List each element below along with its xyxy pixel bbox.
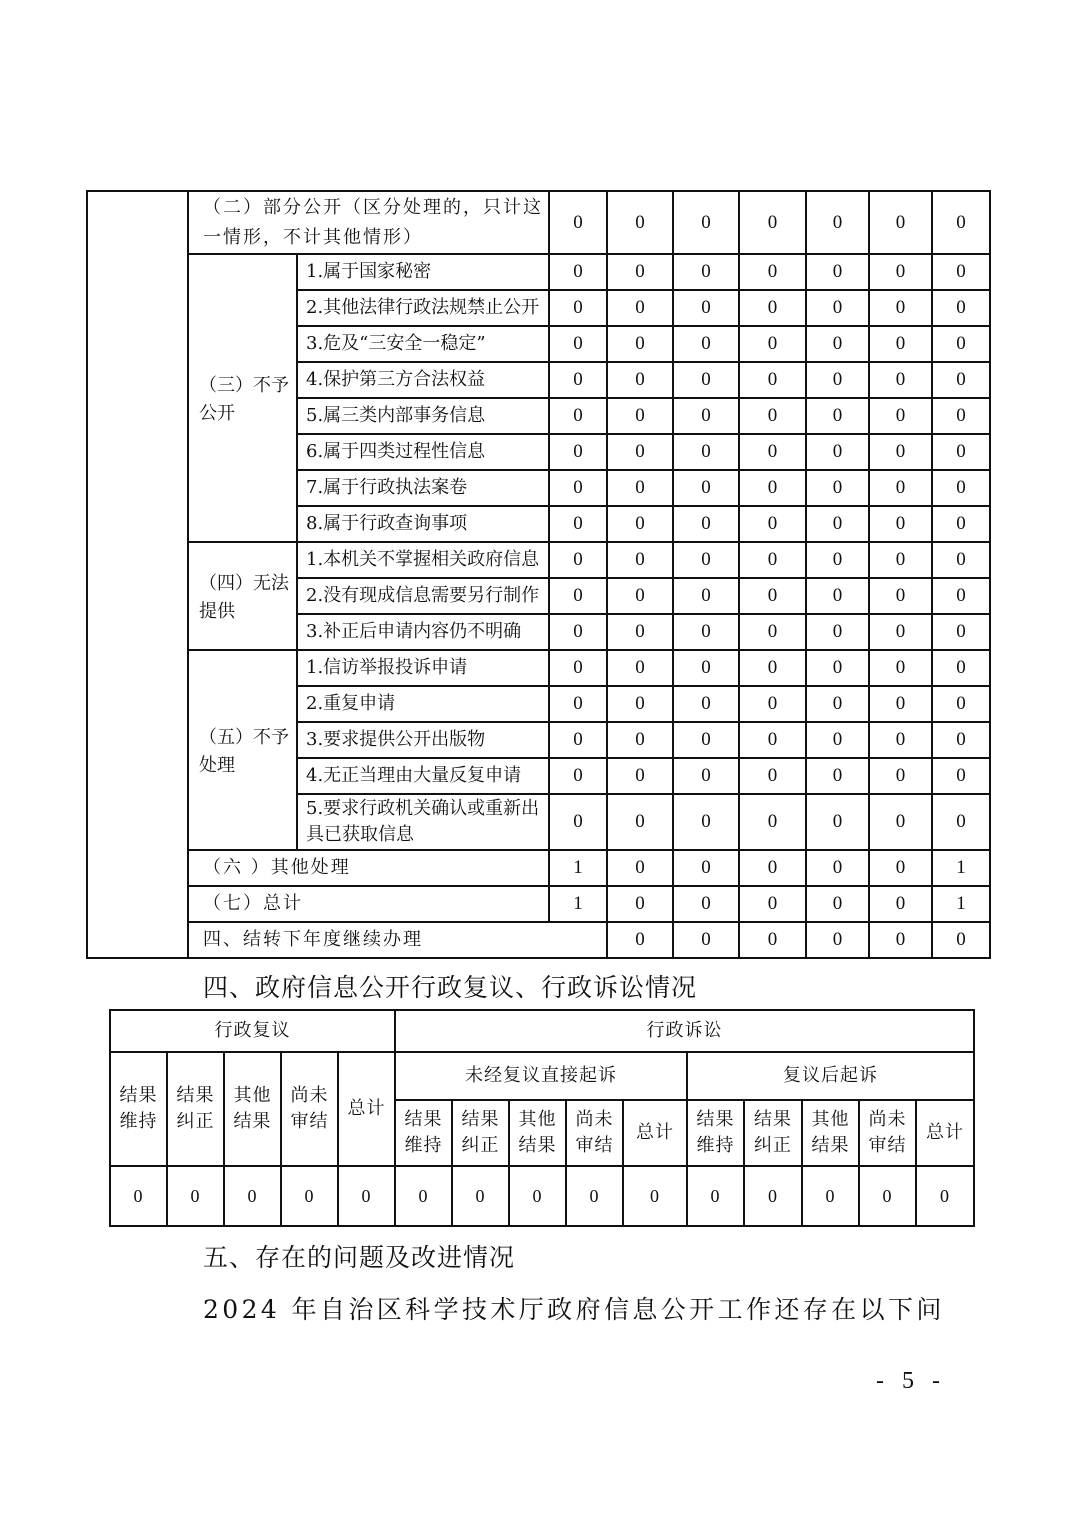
value-cell: 0 [869,506,932,542]
value-cell: 1 [549,850,607,886]
value-cell: 0 [932,362,990,398]
value-cell: 0 [673,650,739,686]
value-cell: 0 [932,326,990,362]
value-cell: 0 [806,686,869,722]
value-cell: 0 [673,850,739,886]
value-cell: 0 [932,758,990,794]
value-cell: 0 [673,191,739,254]
value-cell: 0 [739,850,806,886]
value-cell: 0 [549,794,607,850]
value-cell: 0 [869,326,932,362]
value-cell: 0 [739,578,806,614]
value-cell: 0 [932,686,990,722]
review-litigation-table [109,1009,975,1227]
value-cell: 0 [673,886,739,922]
section4-heading: 四、政府信息公开行政复议、行政诉讼情况 [203,973,698,1002]
value-cell: 0 [673,614,739,650]
value-cell: 0 [607,578,673,614]
value-cell: 0 [607,886,673,922]
value-cell: 0 [806,362,869,398]
value-cell: 0 [549,542,607,578]
value-cell: 0 [549,434,607,470]
item-label: 4.保护第三方合法权益 [297,362,549,398]
direct-value: 0 [566,1166,623,1226]
value-cell: 0 [673,398,739,434]
value-cell: 0 [869,850,932,886]
value-cell: 0 [607,254,673,290]
value-cell: 0 [869,758,932,794]
review-value: 0 [281,1166,338,1226]
value-cell: 0 [932,254,990,290]
value-cell: 0 [932,922,990,958]
value-cell: 0 [607,506,673,542]
item-label: 1.本机关不掌握相关政府信息 [297,542,549,578]
value-cell: 0 [673,362,739,398]
value-cell: 0 [806,506,869,542]
item-label: 2.重复申请 [297,686,549,722]
value-cell: 0 [806,254,869,290]
value-cell: 0 [673,722,739,758]
value-cell: 0 [739,794,806,850]
value-cell: 0 [607,434,673,470]
value-cell: 0 [869,191,932,254]
value-cell: 0 [739,542,806,578]
item-label: 3.要求提供公开出版物 [297,722,549,758]
direct-value: 0 [395,1166,452,1226]
value-cell: 0 [739,758,806,794]
direct-header: 未经复议直接起诉 [395,1052,687,1100]
value-cell: 0 [549,254,607,290]
value-cell: 0 [932,398,990,434]
value-cell: 0 [607,290,673,326]
value-cell: 1 [549,886,607,922]
value-cell: 0 [806,434,869,470]
value-cell: 0 [739,254,806,290]
value-cell: 0 [739,398,806,434]
value-cell: 0 [806,758,869,794]
value-cell: 0 [549,470,607,506]
direct-value: 0 [452,1166,509,1226]
value-cell: 0 [607,191,673,254]
value-cell: 0 [806,722,869,758]
value-cell: 0 [869,290,932,326]
review-value: 0 [224,1166,281,1226]
value-cell: 0 [806,578,869,614]
cannot-provide-label: （四）无法提供 [188,542,297,650]
after-review-value: 0 [859,1166,916,1226]
value-cell: 0 [739,326,806,362]
review-col-3: 尚未审结 [281,1052,338,1166]
review-col-0: 结果维持 [110,1052,167,1166]
value-cell: 0 [932,614,990,650]
value-cell: 0 [607,850,673,886]
value-cell: 0 [607,398,673,434]
table-row [87,886,990,922]
value-cell: 0 [549,758,607,794]
item-label: 8.属于行政查询事项 [297,506,549,542]
section5-heading: 五、存在的问题及改进情况 [203,1243,516,1272]
value-cell: 0 [806,794,869,850]
partial-open-label: （二）部分公开（区分处理的，只计这一情形，不计其他情形） [188,191,549,254]
after-col-1: 结果纠正 [744,1100,802,1166]
value-cell: 0 [869,434,932,470]
value-cell: 0 [739,506,806,542]
value-cell: 0 [806,542,869,578]
application-handling-table [86,190,991,959]
table-row [87,922,990,958]
value-cell: 0 [806,850,869,886]
value-cell: 0 [739,614,806,650]
table-row [87,650,990,686]
value-cell: 0 [549,191,607,254]
value-cell: 0 [739,191,806,254]
item-label: 2.没有现成信息需要另行制作 [297,578,549,614]
value-cell: 0 [806,290,869,326]
table-row [87,542,990,578]
value-cell: 0 [806,614,869,650]
total-label: （七）总计 [188,886,549,922]
item-label: 7.属于行政执法案卷 [297,470,549,506]
value-cell: 0 [869,650,932,686]
item-label: 3.补正后申请内容仍不明确 [297,614,549,650]
item-label: 4.无正当理由大量反复申请 [297,758,549,794]
value-cell: 0 [607,758,673,794]
value-cell: 0 [806,326,869,362]
after-review-value: 0 [916,1166,974,1226]
value-cell: 0 [549,290,607,326]
review-col-4: 总计 [338,1052,395,1166]
value-cell: 0 [932,542,990,578]
value-cell: 0 [869,362,932,398]
value-cell: 0 [673,434,739,470]
value-cell: 0 [549,614,607,650]
value-cell: 0 [549,578,607,614]
value-cell: 1 [932,850,990,886]
value-cell: 0 [806,191,869,254]
value-cell: 0 [869,686,932,722]
direct-col-4: 总计 [623,1100,687,1166]
value-cell: 0 [932,794,990,850]
after-col-4: 总计 [916,1100,974,1166]
value-cell: 0 [806,470,869,506]
after-review-value: 0 [802,1166,859,1226]
item-label: 1.属于国家秘密 [297,254,549,290]
value-cell: 0 [869,614,932,650]
value-cell: 0 [607,722,673,758]
value-cell: 0 [932,290,990,326]
value-cell: 0 [673,922,739,958]
value-cell: 0 [673,506,739,542]
value-cell: 0 [739,886,806,922]
value-cell: 0 [932,470,990,506]
value-cell: 0 [549,650,607,686]
item-label: 2.其他法律行政法规禁止公开 [297,290,549,326]
after-col-2: 其他结果 [802,1100,859,1166]
value-cell: 0 [607,326,673,362]
table-row [87,191,990,254]
table-row [87,254,990,290]
value-cell: 0 [607,614,673,650]
review-value: 0 [167,1166,224,1226]
not-open-label: （三）不予公开 [188,254,297,542]
value-cell: 0 [673,254,739,290]
item-label: 6.属于四类过程性信息 [297,434,549,470]
value-cell: 0 [673,326,739,362]
value-cell: 0 [739,650,806,686]
value-cell: 0 [607,686,673,722]
value-cell: 0 [869,470,932,506]
value-cell: 0 [673,290,739,326]
item-label: 3.危及“三安全一稳定” [297,326,549,362]
after-review-value: 0 [744,1166,802,1226]
direct-value: 0 [623,1166,687,1226]
value-cell: 0 [932,191,990,254]
value-cell: 0 [739,470,806,506]
value-cell: 0 [806,398,869,434]
value-cell: 0 [673,758,739,794]
review-value: 0 [338,1166,395,1226]
value-cell: 0 [673,686,739,722]
value-cell: 0 [739,922,806,958]
other-processing-label: （六 ）其他处理 [188,850,549,886]
litigation-header: 行政诉讼 [395,1010,974,1052]
value-cell: 0 [932,578,990,614]
value-cell: 0 [739,722,806,758]
table-row [87,850,990,886]
page-number: - 5 - [876,1368,946,1394]
value-cell: 0 [673,794,739,850]
direct-value: 0 [509,1166,566,1226]
value-cell: 0 [739,362,806,398]
value-cell: 0 [673,470,739,506]
value-cell: 0 [932,650,990,686]
review-header: 行政复议 [110,1010,395,1052]
value-cell: 0 [806,922,869,958]
after-col-0: 结果维持 [687,1100,744,1166]
item-label: 5.属三类内部事务信息 [297,398,549,434]
value-cell: 0 [739,290,806,326]
value-cell: 0 [673,542,739,578]
value-cell: 0 [739,686,806,722]
value-cell: 0 [869,578,932,614]
after-col-3: 尚未审结 [859,1100,916,1166]
value-cell: 0 [607,650,673,686]
value-cell: 0 [932,434,990,470]
value-cell: 0 [607,542,673,578]
value-cell: 0 [806,886,869,922]
item-label: 1.信访举报投诉申请 [297,650,549,686]
value-cell: 0 [739,434,806,470]
value-cell: 0 [607,470,673,506]
direct-col-0: 结果维持 [395,1100,452,1166]
value-cell: 0 [932,506,990,542]
section5-paragraph: 2024 年自治区科学技术厅政府信息公开工作还存在以下问 [203,1295,945,1324]
value-cell: 0 [932,722,990,758]
carry-over-label: 四、结转下年度继续办理 [188,922,607,958]
review-col-1: 结果纠正 [167,1052,224,1166]
not-processed-label: （五）不予处理 [188,650,297,850]
value-cell: 0 [549,506,607,542]
value-cell: 0 [607,922,673,958]
value-cell: 0 [549,326,607,362]
after-review-header: 复议后起诉 [687,1052,974,1100]
value-cell: 0 [869,254,932,290]
review-col-2: 其他结果 [224,1052,281,1166]
value-cell: 0 [549,686,607,722]
value-cell: 0 [549,722,607,758]
value-cell: 0 [869,542,932,578]
value-cell: 0 [806,650,869,686]
direct-col-3: 尚未审结 [566,1100,623,1166]
value-cell: 0 [869,722,932,758]
after-review-value: 0 [687,1166,744,1226]
item-label: 5.要求行政机关确认或重新出具已获取信息 [297,794,549,850]
value-cell: 0 [869,398,932,434]
value-cell: 0 [869,922,932,958]
direct-col-2: 其他结果 [509,1100,566,1166]
outer-category-cell [87,191,188,958]
value-cell: 0 [869,886,932,922]
direct-col-1: 结果纠正 [452,1100,509,1166]
value-cell: 0 [673,578,739,614]
value-cell: 0 [607,362,673,398]
value-cell: 0 [549,398,607,434]
value-cell: 0 [549,362,607,398]
value-cell: 1 [932,886,990,922]
value-cell: 0 [869,794,932,850]
review-value: 0 [110,1166,167,1226]
value-cell: 0 [607,794,673,850]
